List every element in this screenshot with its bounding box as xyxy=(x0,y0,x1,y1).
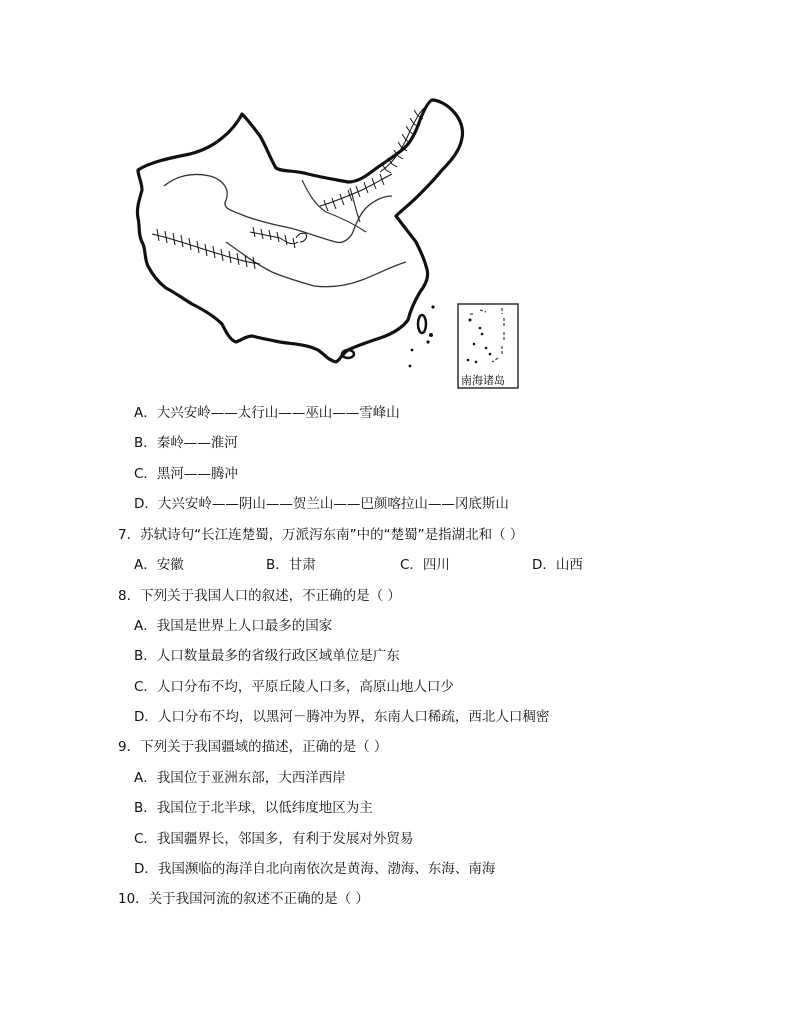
q9-option-c: C．我国疆界长，邻国多，有利于发展对外贸易 xyxy=(134,831,414,847)
island-dot xyxy=(411,349,414,352)
q7-option-d: D．山西 xyxy=(532,557,583,573)
q6-option-a: A．大兴安岭——太行山——巫山——雪峰山 xyxy=(134,405,400,421)
q9-stem: 9．下列关于我国疆域的描述，正确的是（ ） xyxy=(118,739,388,755)
q9-option-a: A．我国位于亚洲东部，大西洋西岸 xyxy=(134,770,346,786)
q7-stem: 7．苏轼诗句“长江连楚蜀，万派泻东南”中的“楚蜀”是指湖北和（ ） xyxy=(118,527,524,543)
q8-option-a: A．我国是世界上人口最多的国家 xyxy=(134,618,333,634)
island-dot xyxy=(409,365,412,368)
q7-option-b: B．甘肃 xyxy=(266,557,316,573)
q8-option-c: C．人口分布不均，平原丘陵人口多，高原山地人口少 xyxy=(134,679,454,695)
q10-stem: 10．关于我国河流的叙述不正确的是（ ） xyxy=(118,891,369,907)
inset-label: 南海诸岛 xyxy=(461,374,505,387)
island-dot xyxy=(429,333,433,337)
q7-options-row xyxy=(134,556,694,574)
yellow-river xyxy=(164,174,392,242)
south-china-sea-inset xyxy=(458,304,518,388)
taiwan-island xyxy=(418,315,426,333)
q8-option-b: B．人口数量最多的省级行政区域单位是广东 xyxy=(134,648,400,664)
q6-option-d: D．大兴安岭——阴山——贺兰山——巴颜喀拉山——冈底斯山 xyxy=(134,496,509,512)
q7-option-a: A．安徽 xyxy=(134,557,184,573)
island-dot xyxy=(431,305,434,308)
q9-option-d: D．我国濒临的海洋自北向南依次是黄海、渤海、东海、南海 xyxy=(134,861,496,877)
yangtze-river xyxy=(226,242,406,287)
mountain-range-west xyxy=(152,229,260,269)
island-dot xyxy=(426,340,429,343)
q9-option-b: B．我国位于北半球，以低纬度地区为主 xyxy=(134,800,373,816)
q6-option-c: C．黑河——腾冲 xyxy=(134,466,238,482)
q8-stem: 8．下列关于我国人口的叙述，不正确的是（ ） xyxy=(118,588,401,604)
mountain-range-northeast xyxy=(380,108,424,173)
q6-option-b: B．秦岭——淮河 xyxy=(134,435,238,451)
china-map-figure xyxy=(130,92,525,392)
q8-option-d: D．人口分布不均，以黑河－腾冲为界，东南人口稀疏，西北人口稠密 xyxy=(134,709,550,725)
china-map-svg xyxy=(130,92,525,392)
q7-option-c: C．四川 xyxy=(400,557,450,573)
